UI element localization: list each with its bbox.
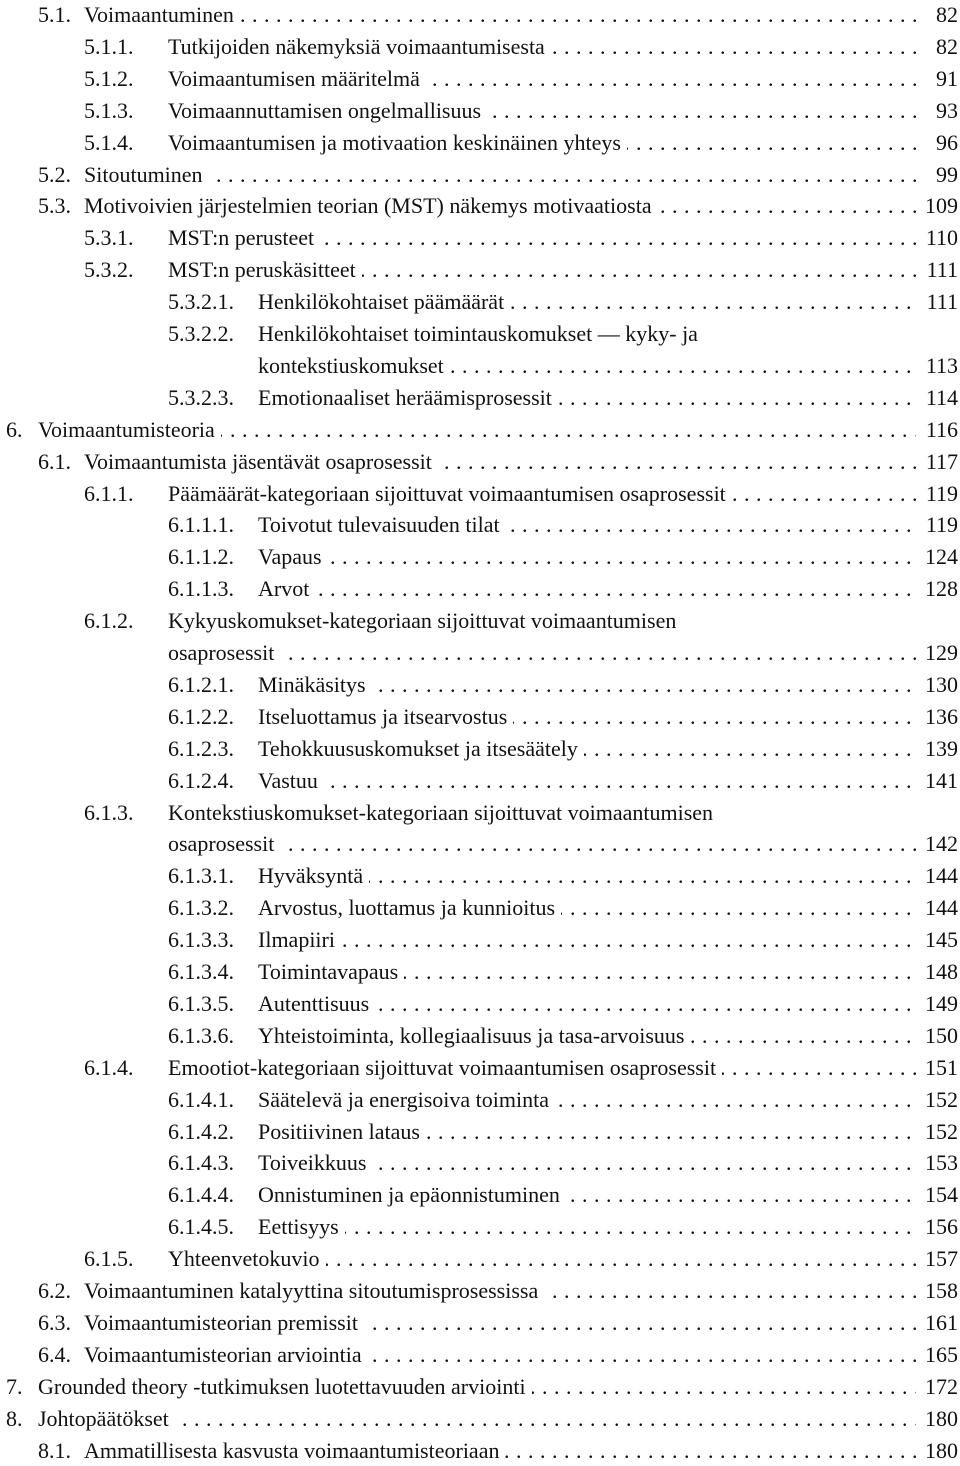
- toc-entry-title: Arvot: [258, 576, 315, 601]
- toc-entry-title: Voimaantumisteorian premissit: [84, 1310, 364, 1335]
- toc-entry-number: 6.1.2.1.: [168, 671, 234, 697]
- toc-entry-title: Voimaantuminen katalyyttina sitoutumisprosessissa: [84, 1278, 544, 1303]
- toc-entry[interactable]: [0, 574, 960, 604]
- toc-entry-number: 6.1.3.2.: [168, 895, 234, 921]
- toc-entry[interactable]: [0, 383, 960, 413]
- toc-entry-page: 130: [921, 670, 958, 700]
- toc-entry-page: 144: [921, 861, 958, 891]
- toc-entry-number: 6.1.: [38, 448, 71, 474]
- toc-entry-number: 6.4.: [38, 1341, 71, 1367]
- toc-entry-title: Eettisyys: [258, 1214, 345, 1239]
- toc-entry[interactable]: [0, 1308, 960, 1338]
- toc-entry-title: Arvostus, luottamus ja kunnioitus: [258, 895, 561, 920]
- toc-entry[interactable]: [0, 160, 960, 190]
- toc-entry-page: 128: [921, 574, 958, 604]
- toc-entry-page: 158: [921, 1276, 958, 1306]
- toc-entry-title: Ammatillisesta kasvusta voimaantumisteoriaan: [84, 1438, 505, 1463]
- toc-entry-title: Voimaantumisen ja motivaation keskinäinen yhteys: [168, 130, 627, 155]
- toc-entry-page: 119: [922, 479, 958, 509]
- toc-entry-title: Voimaannuttamisen ongelmallisuus: [168, 98, 487, 123]
- toc-entry-number: 6.1.4.1.: [168, 1086, 234, 1112]
- toc-entry-number: 5.3.2.2.: [168, 321, 234, 346]
- toc-entry-number: 6.1.3.1.: [168, 863, 234, 889]
- toc-entry-title: Positiivinen lataus: [258, 1119, 426, 1144]
- toc-entry-page: 114: [922, 383, 958, 413]
- toc-entry-number: 6.1.3.3.: [168, 927, 234, 953]
- toc-entry[interactable]: [0, 1053, 960, 1083]
- toc-entry-number: 5.2.: [38, 161, 71, 187]
- toc-entry[interactable]: [0, 542, 960, 572]
- toc-entry[interactable]: [0, 957, 960, 987]
- toc-entry-title: Voimaantuminen: [84, 2, 240, 27]
- toc-entry-number: 5.1.4.: [84, 129, 134, 155]
- toc-entry-page: 116: [922, 415, 958, 445]
- toc-entry[interactable]: [0, 191, 960, 221]
- toc-entry[interactable]: [0, 447, 960, 477]
- toc-entry[interactable]: [0, 798, 960, 828]
- toc-entry[interactable]: [0, 925, 960, 955]
- toc-entry-title: Ilmapiiri: [258, 927, 341, 952]
- toc-entry-title: Tehokkuususkomukset ja itsesäätely: [258, 736, 584, 761]
- toc-entry[interactable]: [0, 1244, 960, 1274]
- toc-entry[interactable]: [0, 1021, 960, 1051]
- toc-entry[interactable]: [0, 351, 960, 381]
- toc-entry-number: 8.: [6, 1405, 23, 1431]
- toc-entry[interactable]: [0, 0, 960, 30]
- toc-entry-page: 180: [921, 1436, 958, 1466]
- toc-entry-title: Kontekstiuskomukset-kategoriaan sijoittuvat voimaantumisen: [168, 800, 719, 825]
- toc-entry-number: 6.1.3.: [84, 799, 134, 825]
- toc-entry-number: 6.1.2.2.: [168, 703, 234, 729]
- toc-entry[interactable]: [0, 1372, 960, 1402]
- toc-entry[interactable]: [0, 64, 960, 94]
- toc-entry-page: 172: [921, 1372, 958, 1402]
- toc-entry-title: Itseluottamus ja itsearvostus: [258, 704, 513, 729]
- toc-entry-page: 136: [921, 702, 958, 732]
- toc-entry-title: MST:n peruskäsitteet: [168, 257, 362, 282]
- toc-entry-page: 152: [921, 1085, 958, 1115]
- toc-entry-page: 141: [921, 766, 958, 796]
- toc-entry-title: Tutkijoiden näkemyksiä voimaantumisesta: [168, 34, 551, 59]
- toc-entry-page: 180: [921, 1404, 958, 1434]
- toc-entry-number: 6.2.: [38, 1278, 71, 1303]
- toc-entry[interactable]: [0, 128, 960, 158]
- toc-entry[interactable]: [0, 989, 960, 1019]
- toc-entry-title: Vapaus: [258, 544, 328, 569]
- toc-entry[interactable]: [0, 1180, 960, 1210]
- toc-entry-title: Onnistuminen ja epäonnistuminen: [258, 1182, 566, 1207]
- toc-entry-number: 7.: [6, 1373, 23, 1399]
- toc-entry-page: 145: [921, 925, 958, 955]
- toc-entry-title: Yhteenvetokuvio: [168, 1246, 326, 1271]
- toc-entry-title: Emootiot-kategoriaan sijoittuvat voimaantumisen osaprosessit: [168, 1055, 722, 1080]
- toc-entry[interactable]: [0, 734, 960, 764]
- toc-entry-number: 5.3.1.: [84, 225, 134, 251]
- toc-entry[interactable]: [0, 766, 960, 796]
- toc-entry-page: 144: [921, 893, 958, 923]
- toc-entry-number: 6.1.3.5.: [168, 990, 234, 1016]
- toc-entry-title: Hyväksyntä: [258, 863, 369, 888]
- toc-entry-number: 6.: [6, 416, 23, 442]
- toc-entry[interactable]: [0, 638, 960, 668]
- toc-entry-title: Toivotut tulevaisuuden tilat: [258, 512, 506, 537]
- toc-entry-number: 5.1.2.: [84, 65, 134, 91]
- toc-entry-page: 96: [932, 128, 958, 158]
- toc-entry[interactable]: [0, 893, 960, 923]
- toc-entry-page: 139: [921, 734, 958, 764]
- toc-entry-title: Voimaantumista jäsentävät osaprosessit: [84, 449, 438, 474]
- toc-entry-page: 113: [922, 351, 958, 381]
- toc-entry-page: 153: [921, 1148, 958, 1178]
- toc-entry[interactable]: [0, 861, 960, 891]
- toc-entry-page: 93: [932, 96, 958, 126]
- toc-entry-page: 82: [932, 32, 958, 62]
- toc-entry[interactable]: [0, 96, 960, 126]
- toc-entry-number: 8.1.: [38, 1437, 71, 1463]
- toc-entry-page: 129: [921, 638, 958, 668]
- toc-entry-title: Motivoivien järjestelmien teorian (MST) näkemys motivaatiosta: [84, 193, 658, 218]
- toc-entry[interactable]: [0, 1340, 960, 1370]
- toc-entry-page: 151: [921, 1053, 958, 1083]
- toc-entry[interactable]: [0, 606, 960, 636]
- toc-entry-page: 111: [923, 255, 958, 285]
- toc-entry[interactable]: [0, 415, 960, 445]
- toc-entry[interactable]: [0, 670, 960, 700]
- toc-entry-page: 110: [922, 223, 958, 253]
- toc-entry-number: 6.1.1.3.: [168, 576, 234, 602]
- toc-entry[interactable]: [0, 255, 960, 285]
- toc-entry-number: 6.1.5.: [84, 1246, 134, 1272]
- toc-entry-title: Emotionaaliset heräämisprosessit: [258, 385, 558, 410]
- toc-entry-page: 156: [921, 1212, 958, 1242]
- toc-entry-title: Johtopäätökset: [38, 1406, 175, 1431]
- toc-entry-number: 5.3.2.3.: [168, 384, 234, 410]
- toc-entry-title: Autenttisuus: [258, 991, 375, 1016]
- toc-entry-page: 154: [921, 1180, 958, 1210]
- toc-entry-page: 119: [922, 510, 958, 540]
- toc-entry[interactable]: [0, 1436, 960, 1466]
- toc-entry[interactable]: [0, 1117, 960, 1147]
- toc-entry-page: 157: [921, 1244, 958, 1274]
- toc-entry-page: 117: [922, 447, 958, 477]
- toc-entry-number: 6.1.2.: [84, 608, 134, 634]
- toc-entry-page: 165: [921, 1340, 958, 1370]
- toc-entry-page: 124: [921, 542, 958, 572]
- toc-entry-title: Vastuu: [258, 768, 324, 793]
- toc-entry-number: 6.1.4.5.: [168, 1214, 234, 1240]
- toc-entry-number: 5.1.1.: [84, 33, 134, 59]
- toc-entry[interactable]: [0, 1085, 960, 1115]
- toc-entry-page: 82: [932, 0, 958, 30]
- toc-entry-number: 5.3.2.1.: [168, 289, 234, 315]
- toc-entry-title: Toiveikkuus: [258, 1150, 372, 1175]
- toc-entry-title: Kykyuskomukset-kategoriaan sijoittuvat voimaantumisen: [168, 608, 682, 633]
- toc-entry[interactable]: [0, 510, 960, 540]
- toc-entry[interactable]: [0, 287, 960, 317]
- toc-entry-number: 6.1.4.3.: [168, 1150, 234, 1176]
- toc-entry-title: osaprosessit: [168, 831, 280, 856]
- toc-entry-title: Sitoutuminen: [84, 162, 209, 187]
- toc-entry[interactable]: [0, 223, 960, 253]
- toc-entry-page: 91: [932, 64, 958, 94]
- toc-entry-page: 148: [921, 957, 958, 987]
- toc-entry-title: Grounded theory -tutkimuksen luotettavuuden arviointi: [38, 1374, 532, 1399]
- toc-entry-number: 6.1.2.4.: [168, 767, 234, 793]
- toc-entry-page: 142: [921, 829, 958, 859]
- toc-entry[interactable]: [0, 32, 960, 62]
- toc-entry-title: Henkilökohtaiset toimintauskomukset — kyky- ja: [258, 321, 704, 346]
- toc-entry-number: 5.1.3.: [84, 97, 134, 123]
- toc-entry-number: 6.1.2.3.: [168, 735, 234, 761]
- toc-entry-title: Toimintavapaus: [258, 959, 404, 984]
- toc-entry-page: 111: [923, 287, 958, 317]
- toc-entry-number: 5.1.: [38, 2, 71, 27]
- toc-entry-title: Yhteistoiminta, kollegiaalisuus ja tasa-arvoisuus: [258, 1023, 690, 1048]
- toc-entry-number: 6.1.4.2.: [168, 1118, 234, 1144]
- toc-entry[interactable]: [0, 479, 960, 509]
- toc-entry[interactable]: [0, 1148, 960, 1178]
- toc-entry-title: Minäkäsitys: [258, 672, 372, 697]
- toc-entry-title: Päämäärät-kategoriaan sijoittuvat voimaantumisen osaprosessit: [168, 481, 732, 506]
- toc-entry-title: MST:n perusteet: [168, 225, 320, 250]
- toc-entry-number: 6.1.1.2.: [168, 544, 234, 570]
- toc-entry-number: 5.3.2.: [84, 257, 134, 283]
- toc-entry[interactable]: [0, 319, 960, 349]
- toc-entry-number: 6.1.4.: [84, 1054, 134, 1080]
- toc-entry-number: 6.1.4.4.: [168, 1182, 234, 1208]
- toc-entry-title: Voimaantumisen määritelmä: [168, 66, 426, 91]
- toc-entry[interactable]: [0, 702, 960, 732]
- toc-entry-title: Henkilökohtaiset päämäärät: [258, 289, 510, 314]
- toc-entry-title: osaprosessit: [168, 640, 280, 665]
- toc-entry-page: 161: [921, 1308, 958, 1338]
- toc-entry-number: 6.1.1.: [84, 480, 134, 506]
- toc-entry-title: Voimaantumisteoria: [38, 417, 221, 442]
- toc-entry[interactable]: [0, 829, 960, 859]
- toc-entry-title: Säätelevä ja energisoiva toiminta: [258, 1087, 555, 1112]
- toc-entry-number: 6.3.: [38, 1309, 71, 1335]
- toc-entry[interactable]: [0, 1404, 960, 1434]
- toc-entry-number: 5.3.: [38, 193, 71, 219]
- toc-entry-page: 109: [921, 191, 958, 221]
- toc-entry[interactable]: [0, 1212, 960, 1242]
- toc-entry-title: Voimaantumisteorian arviointia: [84, 1342, 368, 1367]
- toc-entry-page: 99: [932, 160, 958, 190]
- toc-entry-page: 152: [921, 1117, 958, 1147]
- toc-entry-title: kontekstiuskomukset: [258, 353, 450, 378]
- toc-entry-page: 150: [921, 1021, 958, 1051]
- toc-entry-page: 149: [921, 989, 958, 1019]
- toc-entry[interactable]: [0, 1276, 960, 1306]
- toc-entry-number: 6.1.3.6.: [168, 1022, 234, 1048]
- toc-entry-number: 6.1.1.1.: [168, 512, 234, 538]
- toc-entry-number: 6.1.3.4.: [168, 959, 234, 984]
